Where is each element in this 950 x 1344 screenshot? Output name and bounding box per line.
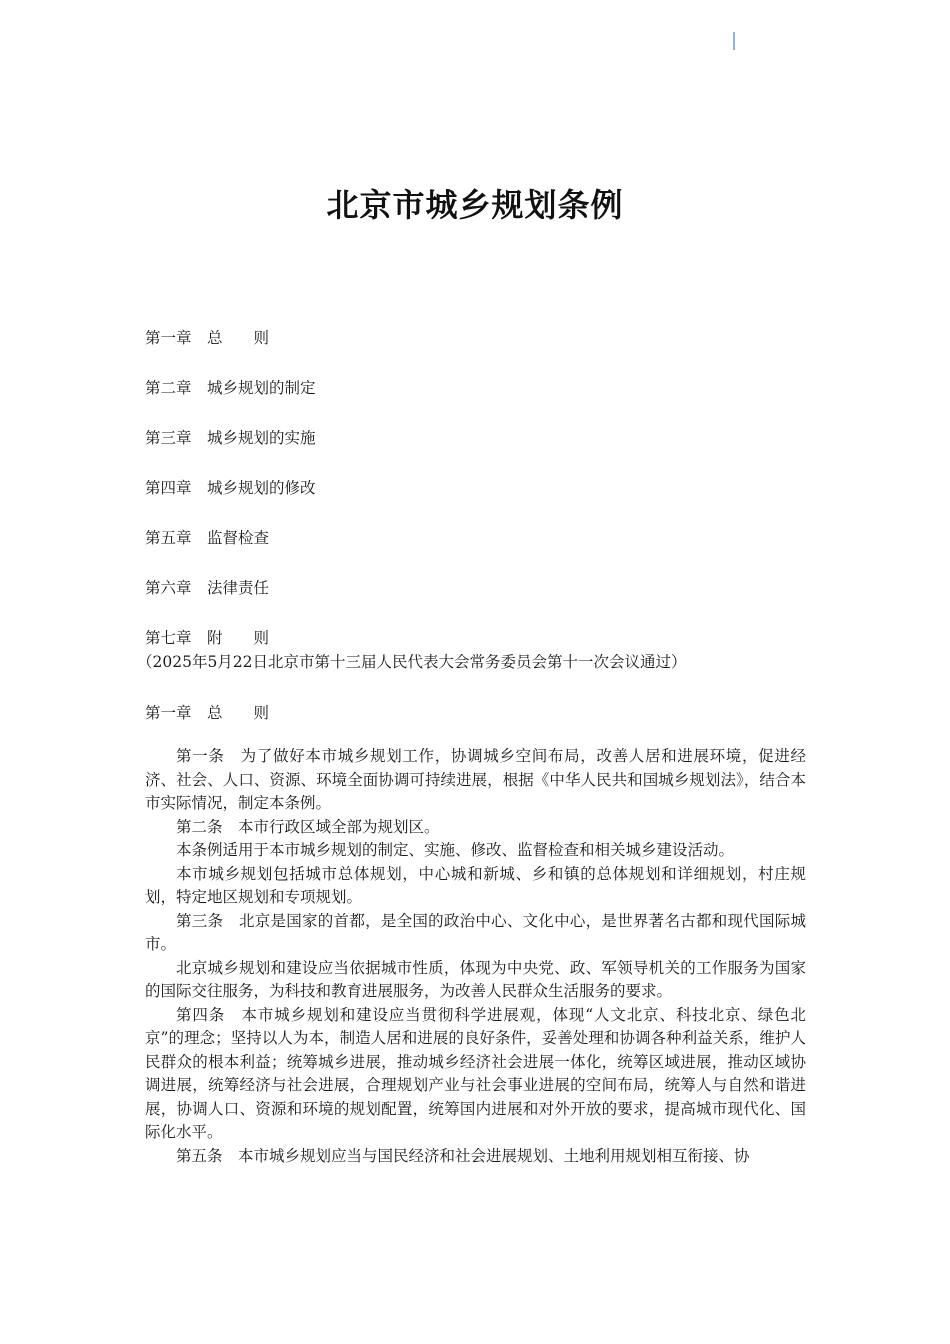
toc-item-chapter-6: 第六章 法律责任 <box>145 579 270 597</box>
toc-item-chapter-2: 第二章 城乡规划的制定 <box>145 379 316 397</box>
article-2-plans-paragraph: 本市城乡规划包括城市总体规划，中心城和新城、乡和镇的总体规划和详细规划，村庄规划，特定地区规划和专项规划。 <box>145 864 806 906</box>
body-text <box>145 745 806 1168</box>
table-of-contents <box>145 326 316 648</box>
article-2-paragraph: 第二条 本市行政区域全部为规划区。 <box>176 817 440 836</box>
document-title: 北京市城乡规划条例 <box>326 186 624 224</box>
toc-item-chapter-7: 第七章 附 则 <box>145 629 270 647</box>
toc-item-chapter-3: 第三章 城乡规划的实施 <box>145 429 316 447</box>
article-5-paragraph: 第五条 本市城乡规划应当与国民经济和社会进展规划、土地利用规划相互衔接、协 <box>176 1146 750 1165</box>
toc-item-chapter-5: 第五章 监督检查 <box>145 529 270 547</box>
article-1-paragraph: 第一条 为了做好本市城乡规划工作，协调城乡空间布局，改善人居和进展环境，促进经济、社会、人口、资源、环境全面协调可持续进展，根据《中华人民共和国城乡规划法》，结合本市实际情况，制定本条例。 <box>145 747 806 812</box>
article-4-paragraph: 第四条 本市城乡规划和建设应当贯彻科学进展观，体现“人文北京、科技北京、绿色北京”的理念；坚持以人为本，制造人居和进展的良好条件，妥善处理和协调各种利益关系，维护人民群众的根本利益；统筹城乡进展，推动城乡经济社会进展一体化，统筹区域进展，推动区域协调进展，统筹经济与社会进展，合理规划产业与社会事业进展的空间布局，统筹人与自然和谐进展，协调人口、资源和环境的规划配置，统筹国内进展和对外开放的要求，提高城市现代化、国际化水平。 <box>145 1005 806 1141</box>
toc-item-chapter-4: 第四章 城乡规划的修改 <box>145 479 316 497</box>
text-cursor-mark <box>733 32 735 50</box>
article-3-paragraph: 第三条 北京是国家的首都，是全国的政治中心、文化中心，是世界著名古都和现代国际城市。 <box>145 911 806 953</box>
article-3-requirements-paragraph: 北京城乡规划和建设应当依据城市性质，体现为中央党、政、军领导机关的工作服务为国家的国际交往服务，为科技和教育进展服务，为改善人民群众生活服务的要求。 <box>145 958 806 1000</box>
article-2-scope-paragraph: 本条例适用于本市城乡规划的制定、实施、修改、监督检查和相关城乡建设活动。 <box>176 841 735 859</box>
toc-item-chapter-1: 第一章 总 则 <box>145 329 270 347</box>
chapter-heading: 第一章 总 则 <box>145 704 270 722</box>
adoption-note: （2025年5月22日北京市第十三届人民代表大会常务委员会第十一次会议通过） <box>137 653 687 671</box>
